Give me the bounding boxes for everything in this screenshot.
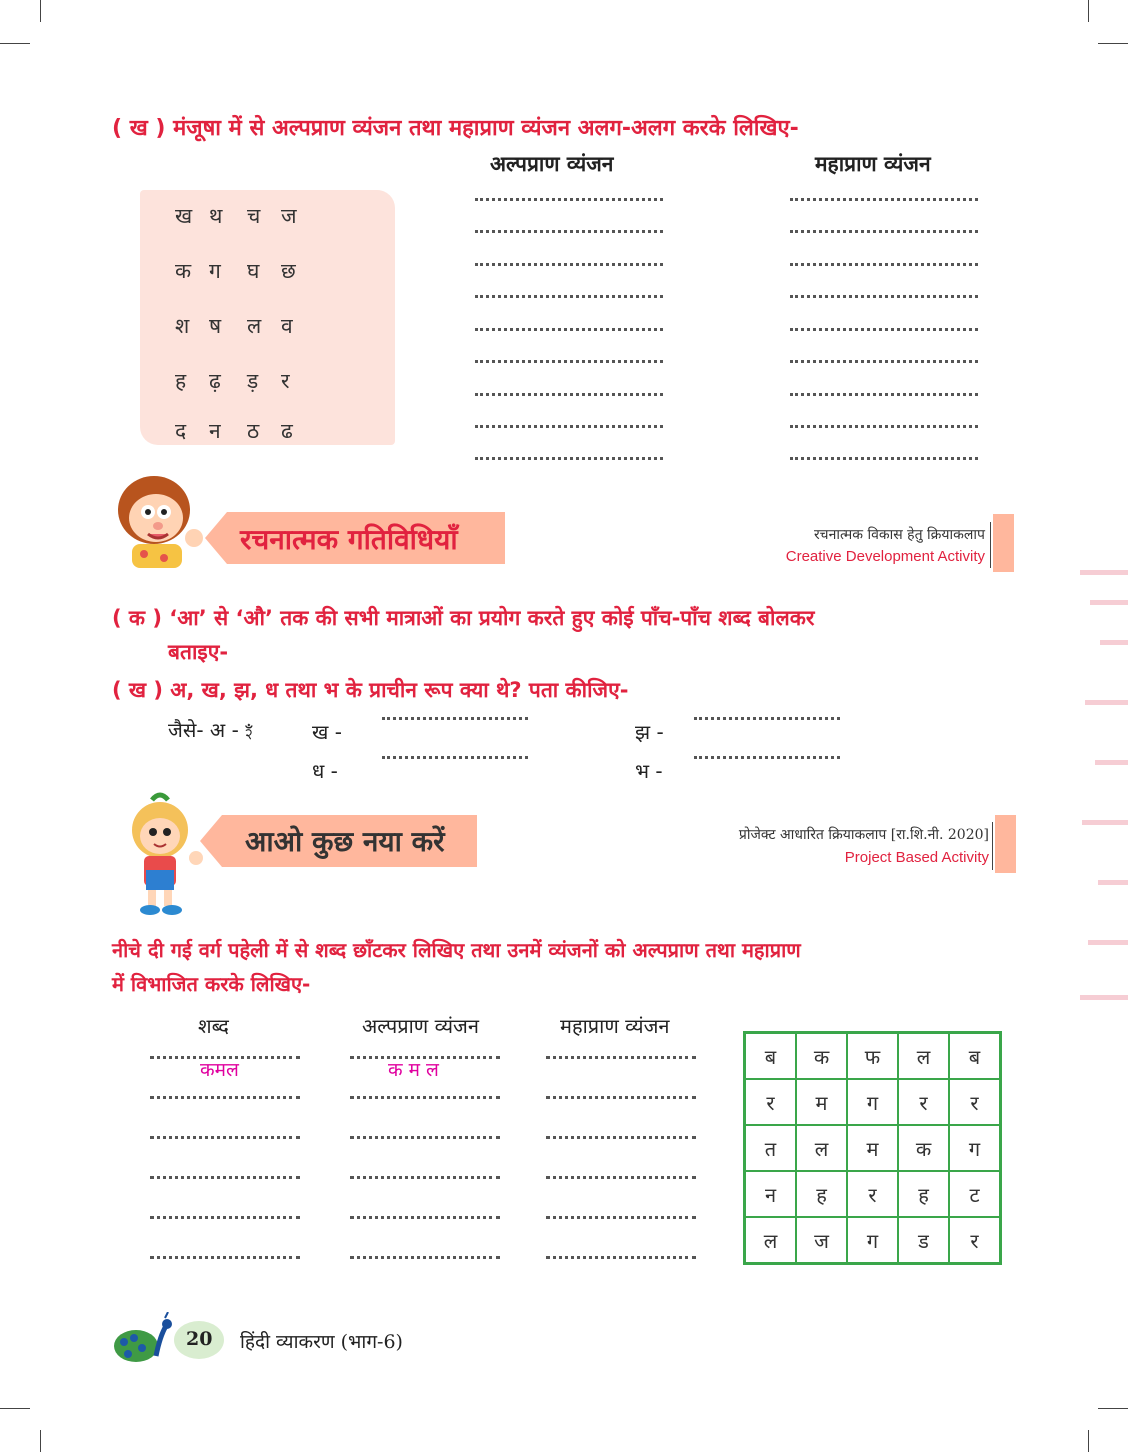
- puzzle-cell[interactable]: र: [847, 1171, 898, 1217]
- puzzle-cell[interactable]: न: [745, 1171, 797, 1217]
- box-letter: द: [175, 419, 187, 443]
- project-label-tab: [995, 815, 1016, 873]
- puzzle-cell[interactable]: क: [796, 1033, 847, 1080]
- box-letter: ड़: [247, 369, 259, 393]
- puzzle-cell[interactable]: ज: [796, 1217, 847, 1264]
- puzzle-cell[interactable]: त: [745, 1125, 797, 1171]
- puzzle-cell[interactable]: ड: [898, 1217, 949, 1264]
- example-text: जैसे- अ - ꣵ: [168, 718, 253, 742]
- puzzle-cell[interactable]: ग: [847, 1079, 898, 1125]
- kh-answer-line[interactable]: [382, 717, 528, 720]
- puzzle-cell[interactable]: ह: [796, 1171, 847, 1217]
- project-label-hindi: प्रोजेक्ट आधारित क्रियाकलाप [रा.शि.नी. 2020]: [738, 827, 989, 843]
- peacock-icon: [110, 1312, 180, 1368]
- crop-mark: [40, 0, 41, 22]
- crop-mark: [1088, 1430, 1089, 1452]
- box-letter: ढ: [281, 419, 293, 443]
- jh-label: झ -: [635, 720, 664, 744]
- word-puzzle-grid: [743, 1031, 1002, 1265]
- crop-mark: [0, 1408, 30, 1409]
- project-label-english: Project Based Activity: [844, 849, 989, 866]
- box-letter: ह: [175, 369, 187, 393]
- puzzle-cell[interactable]: ट: [949, 1171, 1001, 1217]
- question-ka-line1: ( क ) ‘आ’ से ‘औ’ तक की सभी मात्राओं का प्रयोग करते हुए कोई पाँच-पाँच शब्द बोलकर: [112, 606, 815, 630]
- puzzle-row: [745, 1125, 1001, 1171]
- box-letter: ल: [247, 314, 262, 338]
- box-letter: क: [175, 259, 192, 283]
- creative-label-tab: [993, 514, 1014, 572]
- crop-mark: [40, 1430, 41, 1452]
- puzzle-cell[interactable]: ग: [847, 1217, 898, 1264]
- box-letter: ठ: [247, 419, 260, 443]
- girl-mascot-illustration: [112, 790, 212, 918]
- puzzle-cell[interactable]: क: [898, 1125, 949, 1171]
- box-letter: श: [175, 314, 190, 338]
- page-number: 20: [186, 1328, 213, 1350]
- jh-answer-line[interactable]: [694, 717, 840, 720]
- mahaprana-column-header: महाप्राण व्यंजन: [815, 152, 931, 176]
- puzzle-cell[interactable]: ल: [796, 1125, 847, 1171]
- box-letter: च: [247, 204, 261, 228]
- word-column-header: शब्द: [198, 1014, 229, 1038]
- example-word-answer: कमल: [200, 1059, 239, 1081]
- question-kh: ( ख ) अ, ख, झ, ध तथा भ के प्राचीन रूप क्या थे? पता कीजिए-: [112, 678, 629, 702]
- bh-answer-line[interactable]: [694, 756, 840, 759]
- box-letter: र: [281, 369, 290, 393]
- puzzle-cell[interactable]: ब: [949, 1033, 1001, 1080]
- section-kh-heading: ( ख ) मंजूषा में से अल्पप्राण व्यंजन तथा महाप्राण व्यंजन अलग-अलग करके लिखिए-: [112, 116, 799, 141]
- bh-label: भ -: [635, 759, 663, 783]
- box-letter: छ: [281, 259, 296, 283]
- crop-mark: [1088, 0, 1089, 22]
- box-letter: ख: [175, 204, 193, 228]
- puzzle-cell[interactable]: र: [745, 1079, 797, 1125]
- box-letter: व: [281, 314, 293, 338]
- creative-label-hindi: रचनात्मक विकास हेतु क्रियाकलाप: [813, 527, 985, 543]
- book-title: हिंदी व्याकरण (भाग-6): [240, 1331, 403, 1353]
- mahaprana-column-header-2: महाप्राण व्यंजन: [560, 1014, 670, 1038]
- question-ka-line2: बताइए-: [168, 640, 229, 664]
- puzzle-cell[interactable]: ह: [898, 1171, 949, 1217]
- project-label-divider: [992, 822, 993, 870]
- crop-mark: [1098, 43, 1128, 44]
- puzzle-cell[interactable]: फ: [847, 1033, 898, 1080]
- puzzle-cell[interactable]: र: [898, 1079, 949, 1125]
- puzzle-cell[interactable]: ब: [745, 1033, 797, 1080]
- box-letter: ढ़: [209, 369, 221, 393]
- dh-label: ध -: [312, 759, 338, 783]
- puzzle-cell[interactable]: ल: [898, 1033, 949, 1080]
- puzzle-row: [745, 1079, 1001, 1125]
- box-letter: न: [209, 419, 221, 443]
- creative-label-divider: [990, 522, 991, 568]
- puzzle-cell[interactable]: म: [796, 1079, 847, 1125]
- puzzle-cell[interactable]: ल: [745, 1217, 797, 1264]
- puzzle-cell[interactable]: ग: [949, 1125, 1001, 1171]
- puzzle-cell[interactable]: र: [949, 1217, 1001, 1264]
- puzzle-cell[interactable]: र: [949, 1079, 1001, 1125]
- kh-label: ख -: [312, 720, 342, 744]
- alpaprana-column-header: अल्पप्राण व्यंजन: [490, 152, 614, 176]
- box-letter: घ: [247, 259, 260, 283]
- dh-answer-line[interactable]: [382, 756, 528, 759]
- creative-banner-title: रचनात्मक गतिविधियाँ: [240, 523, 458, 556]
- puzzle-cell[interactable]: म: [847, 1125, 898, 1171]
- puzzle-row: [745, 1217, 1001, 1264]
- project-instruction-line2: में विभाजित करके लिखिए-: [112, 972, 311, 996]
- project-instruction-line1: नीचे दी गई वर्ग पहेली में से शब्द छाँटकर लिखिए तथा उनमें व्यंजनों को अल्पप्राण तथा महाप्राण: [112, 938, 801, 962]
- puzzle-row: [745, 1033, 1001, 1080]
- box-letter: ग: [209, 259, 221, 283]
- example-alpaprana-answer: क म ल: [388, 1059, 439, 1081]
- puzzle-row: [745, 1171, 1001, 1217]
- crop-mark: [1098, 1408, 1128, 1409]
- alpaprana-column-header-2: अल्पप्राण व्यंजन: [362, 1014, 479, 1038]
- box-letter: ज: [281, 204, 297, 228]
- boy-mascot-illustration: [112, 470, 212, 570]
- project-banner-title: आओ कुछ नया करें: [245, 825, 445, 858]
- crop-mark: [0, 43, 30, 44]
- box-letter: थ: [209, 204, 223, 228]
- creative-label-english: Creative Development Activity: [785, 548, 985, 565]
- box-letter: ष: [209, 314, 222, 338]
